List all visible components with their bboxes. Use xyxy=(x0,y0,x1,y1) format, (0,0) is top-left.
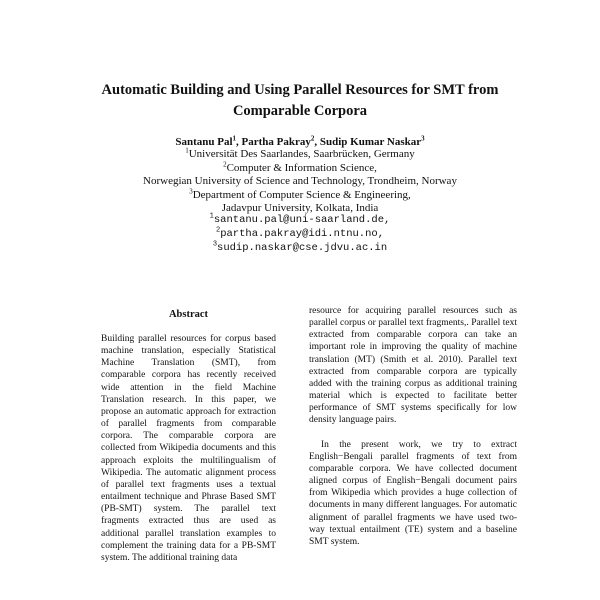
author-sup: 2 xyxy=(310,134,315,143)
body-paragraph-1: resource for acquiring parallel resources such as parallel corpus or parallel text fragments,. Parallel text extracted from comparable corpora can take an important role in improving the quality of machine translation (MT) (Smith et al. 2010). Parallel text extracted from comparable corpora are typically added with the training corpus as additional training material which is expected to facilitate better performance of SMT systems specifically for low density language pairs. xyxy=(309,306,517,426)
affiliation-line xyxy=(60,175,540,189)
affiliation-line xyxy=(60,159,540,176)
affiliation-line xyxy=(60,189,540,203)
email-text: santanu.pal@uni-saarland.de, xyxy=(213,214,391,226)
affiliation-text: Universität Des Saarlandes, Saarbrücken, Germany xyxy=(188,148,415,160)
email-list xyxy=(60,213,540,255)
author-list: Santanu Pal$^1$, Partha Pakray$^2$, Sudip Kumar Naskar$^3$ xyxy=(175,134,425,148)
abstract-heading: Abstract xyxy=(168,309,209,320)
author-sup: 1 xyxy=(232,134,237,143)
affiliation-text: Norwegian University of Science and Technology, Trondheim, Norway xyxy=(143,175,457,188)
affiliation-line xyxy=(60,148,540,162)
paper-title xyxy=(60,80,540,122)
affiliation-sup: 2 xyxy=(223,159,227,168)
body-paragraph-2: In the present work, we try to extract English−Bengali parallel fragments of text from comparable corpora. We have collected document aligned corpus of English−Bengali document pairs from Wikipedia which provides a huge collection of documents in many different languages. For automatic alignment of parallel fragments we have used two-way textual entailment (TE) system and a baseline SMT system. xyxy=(309,439,517,547)
affiliation-sup: 1 xyxy=(185,146,189,155)
email-sup: 3 xyxy=(212,240,218,249)
email-line xyxy=(60,241,540,255)
affiliation-text: Computer & Information Science, xyxy=(226,161,377,174)
affiliation-sup: 3 xyxy=(189,187,193,196)
affiliation-text: Jadavpur University, Kolkata, India xyxy=(221,202,379,215)
title-line-2: Comparable Corpora xyxy=(232,103,368,119)
author-sup: 3 xyxy=(421,134,425,143)
abstract-column xyxy=(101,333,276,564)
author-name: Partha Pakray xyxy=(241,136,311,148)
email-text: sudip.naskar@cse.jdvu.ac.in xyxy=(217,242,388,254)
author-name: Sudip Kumar Naskar xyxy=(319,136,422,148)
email-line xyxy=(60,213,540,227)
right-column xyxy=(309,305,517,548)
abstract-body: Building parallel resources for corpus based machine translation, especially Statistical Machine Translation (SMT), from comparable corpora has recently received wide attention in the field Machine Translation research. In this paper, we propose an automatic approach for extraction of parallel fragments from comparable corpora. The comparable corpora are collected from Wikipedia documents and this approach exploits the multilingualism of Wikipedia. The automatic alignment process of parallel text fragments uses a textual entailment technique and Phrase Based SMT (PB-SMT) system. The parallel text fragments extracted thus are used as additional parallel translation examples to complement the training data for a PB-SMT system. The additional training data xyxy=(101,334,276,563)
email-text: partha.pakray@idi.ntnu.no, xyxy=(220,228,385,240)
title-line-1: Automatic Building and Using Parallel Resources for SMT from xyxy=(101,82,499,98)
affiliation-text: Department of Computer Science & Engineering, xyxy=(192,188,411,201)
email-sup: 1 xyxy=(209,212,214,221)
affiliations xyxy=(60,148,540,216)
email-line xyxy=(60,227,540,241)
email-sup: 2 xyxy=(215,226,221,235)
author-name: Santanu Pal xyxy=(175,136,233,148)
